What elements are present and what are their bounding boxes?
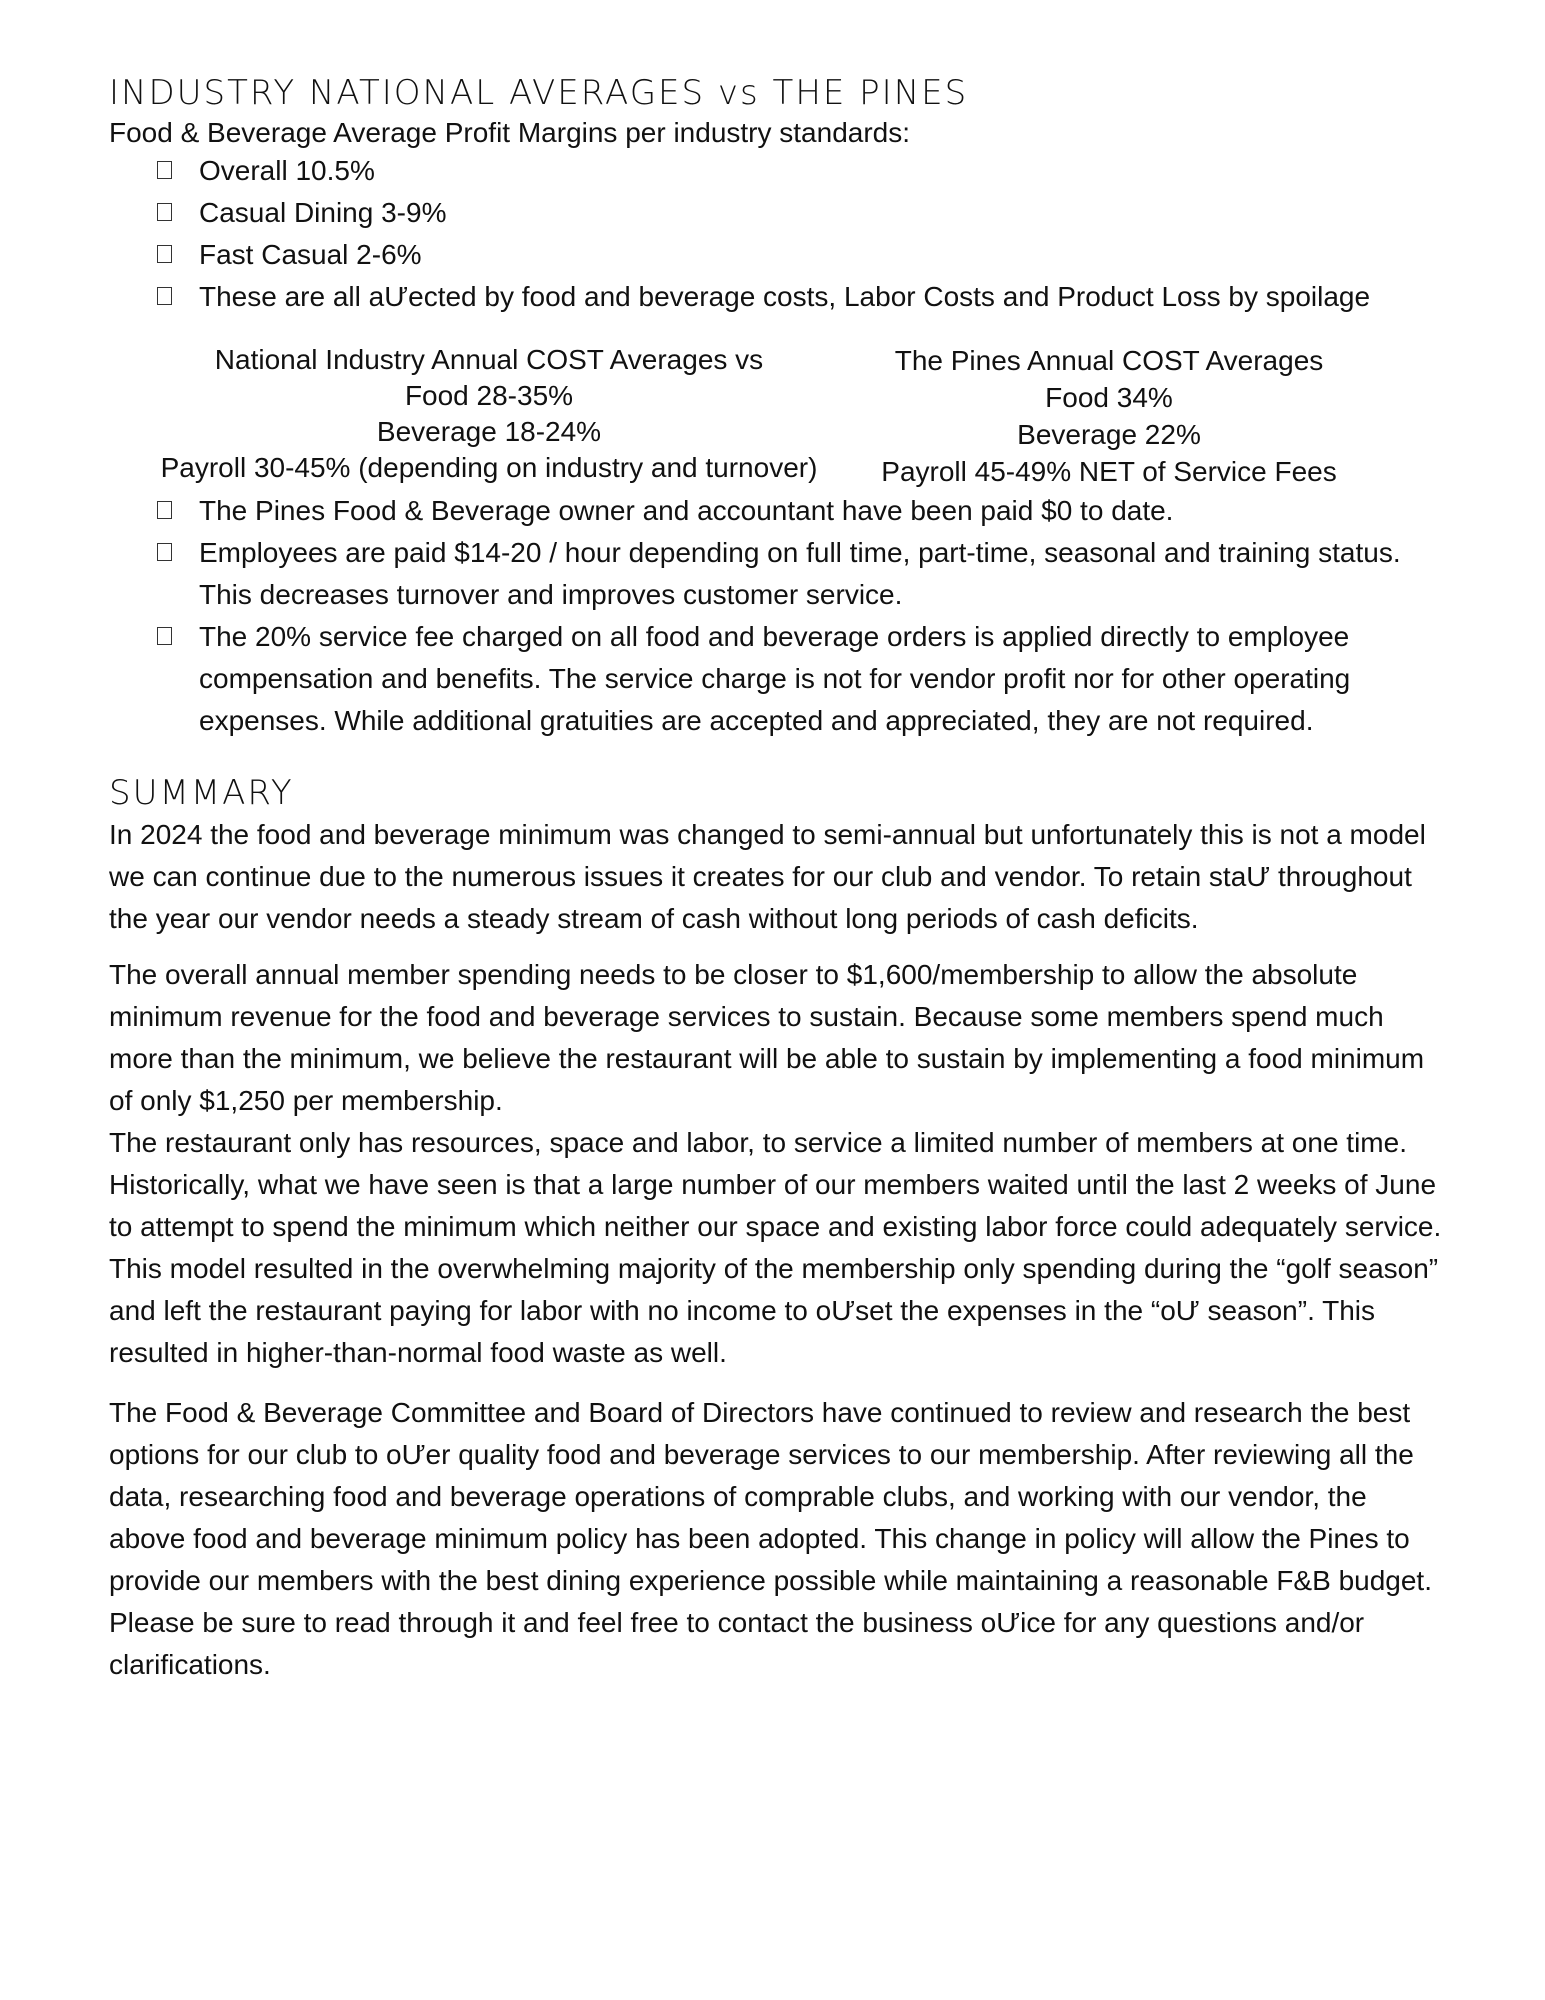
- subtitle: Food & Beverage Average Profit Margins per industry standards:: [109, 117, 911, 148]
- checkbox-icon: [157, 161, 172, 179]
- list-item-text: The Pines Food & Beverage owner and accountant have been paid $0 to date.: [199, 495, 1174, 526]
- notes-list: [109, 490, 1449, 742]
- list-item-text: Fast Casual 2-6%: [199, 239, 422, 270]
- national-payroll: Payroll 30-45% (depending on industry and turnover): [160, 452, 818, 483]
- cost-comparison: [109, 342, 1449, 490]
- list-item: [109, 490, 1449, 532]
- list-item-text: The 20% service fee charged on all food and beverage orders is applied directly to employee compensation and benefits. The service charge is not for vendor profit nor for other operating expenses. While additional gratuities are accepted and appreciated, they are not required.: [199, 621, 1351, 736]
- list-item-text: Overall 10.5%: [199, 155, 375, 186]
- pines-costs-title: The Pines Annual COST Averages: [894, 345, 1324, 376]
- summary-paragraph: In 2024 the food and beverage minimum was changed to semi-annual but unfortunately this is not a model we can continue due to the numerous issues it creates for our club and vendor. To retain staƯ throughout the year our vendor needs a steady stream of cash without long periods of cash deficits.: [109, 819, 1426, 934]
- checkbox-icon: [157, 543, 172, 561]
- checkbox-icon: [157, 203, 172, 221]
- list-item: [109, 276, 1449, 318]
- list-item: [109, 532, 1449, 616]
- summary-paragraph: The overall annual member spending needs to be closer to $1,600/membership to allow the absolute minimum revenue for the food and beverage services to sustain. Because some members spend much more than the minimum, we believe the restaurant will be able to sustain by implementing a food minimum of only $1,250 per membership.: [109, 959, 1425, 1116]
- list-item: [109, 616, 1449, 742]
- national-costs-column: [109, 342, 869, 490]
- summary-paragraph: The restaurant only has resources, space and labor, to service a limited number of members at one time. Historically, what we have seen is that a large number of our members waited until the last 2 weeks of June to attempt to spend the minimum which neither our space and existing labor force could adequately service.: [109, 1127, 1442, 1242]
- national-beverage: Beverage 18-24%: [376, 416, 602, 447]
- summary-paragraph: The Food & Beverage Committee and Board of Directors have continued to review and research the best options for our club to oƯer quality food and beverage services to our membership. After reviewing all the data, researching food and beverage operations of comprable clubs, and working with our vendor, the above food and beverage minimum policy has been adopted. This change in policy will allow the Pines to provide our members with the best dining experience possible while maintaining a reasonable F&B budget. Please be sure to read through it and feel free to contact the business oƯice for any questions and/or clarifications.: [109, 1397, 1432, 1680]
- list-item-text: Casual Dining 3-9%: [199, 197, 447, 228]
- checkbox-icon: [157, 627, 172, 645]
- checkbox-icon: [157, 287, 172, 305]
- list-item-text: These are all aƯected by food and beverage costs, Labor Costs and Product Loss by spoilage: [199, 281, 1371, 312]
- summary-heading: SUMMARY: [109, 773, 294, 813]
- margins-list: [109, 150, 1449, 318]
- pines-beverage: Beverage 22%: [1017, 419, 1201, 450]
- list-item: [109, 150, 1449, 192]
- list-item: [109, 234, 1449, 276]
- pines-food: Food 34%: [1045, 382, 1173, 413]
- summary-paragraph: This model resulted in the overwhelming majority of the membership only spending during the “golf season” and left the restaurant paying for labor with no income to oƯset the expenses in the “oƯ season”. This resulted in higher-than-normal food waste as well.: [109, 1253, 1439, 1368]
- list-item: [109, 192, 1449, 234]
- checkbox-icon: [157, 245, 172, 263]
- pines-costs-column: [859, 342, 1359, 490]
- page-title: INDUSTRY NATIONAL AVERAGES vs THE PINES: [109, 73, 969, 113]
- pines-payroll: Payroll 45-49% NET of Service Fees: [881, 456, 1337, 487]
- list-item-text: Employees are paid $14-20 / hour depending on full time, part-time, seasonal and training status. This decreases turnover and improves customer service.: [199, 537, 1401, 610]
- document-page: [109, 72, 1449, 1686]
- national-costs-title: National Industry Annual COST Averages vs: [214, 344, 764, 375]
- checkbox-icon: [157, 501, 172, 519]
- national-food: Food 28-35%: [404, 380, 574, 411]
